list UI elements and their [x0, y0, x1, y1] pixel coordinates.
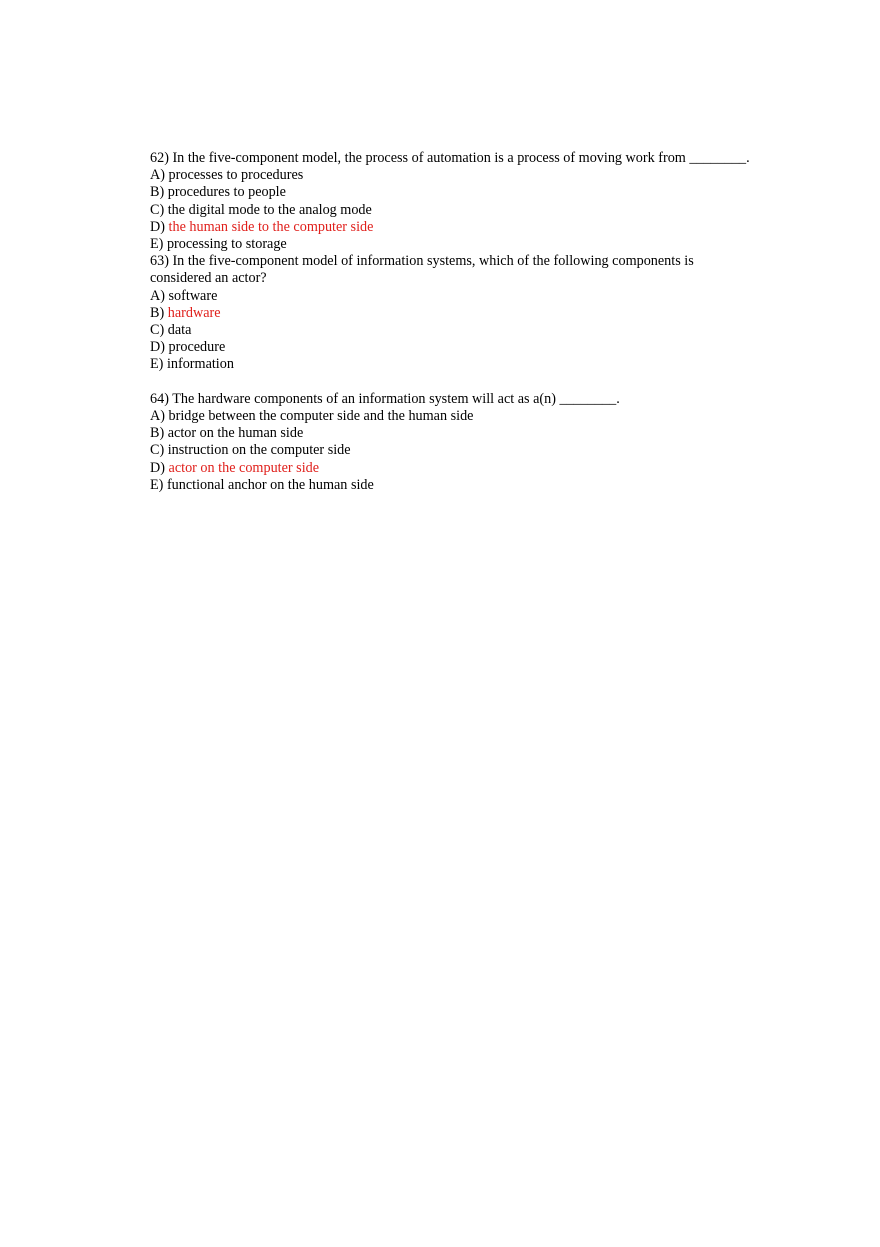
option-b [150, 305, 750, 322]
option-label: A) [150, 408, 169, 425]
option-text: the digital mode to the analog mode [167, 201, 372, 218]
option-b [150, 425, 750, 442]
option-text: procedure [168, 339, 226, 356]
option-e [150, 477, 750, 494]
option-label: D) [150, 218, 169, 235]
question-63 [150, 253, 750, 373]
correct-answer-text: actor on the computer side [168, 459, 320, 476]
option-label: E) [150, 476, 167, 493]
correct-answer-text: the human side to the computer side [168, 218, 374, 235]
option-d [150, 460, 750, 477]
option-label: E) [150, 236, 167, 253]
option-label: B) [150, 304, 168, 321]
option-label: E) [150, 356, 167, 373]
question-text: 63) In the five-component model of information systems, which of the following components is considered an actor? [150, 253, 694, 287]
option-c [150, 322, 750, 339]
option-label: C) [150, 442, 168, 459]
option-c [150, 442, 750, 459]
option-d [150, 339, 750, 356]
option-text: data [167, 322, 192, 339]
option-label: C) [150, 322, 168, 339]
option-text: software [168, 287, 218, 304]
paragraph-gap [150, 374, 750, 391]
question-text: 64) The hardware components of an information system will act as a(n) ________. [150, 390, 620, 407]
option-e [150, 236, 750, 253]
option-label: A) [150, 167, 169, 184]
option-text: instruction on the computer side [167, 442, 351, 459]
correct-answer-text: hardware [167, 304, 221, 321]
option-text: processing to storage [166, 236, 287, 253]
option-text: information [166, 356, 234, 373]
option-text: actor on the human side [167, 425, 304, 442]
option-a [150, 167, 750, 184]
question-text: 62) In the five-component model, the process of automation is a process of moving work from ________. [150, 150, 750, 166]
option-text: processes to procedures [168, 167, 304, 184]
option-text: procedures to people [167, 184, 286, 201]
option-b [150, 184, 750, 201]
question-62 [150, 150, 750, 253]
option-c [150, 202, 750, 219]
question-64 [150, 391, 750, 494]
option-label: C) [150, 201, 168, 218]
option-text: functional anchor on the human side [166, 476, 374, 493]
option-text: bridge between the computer side and the human side [168, 408, 474, 425]
option-d [150, 219, 750, 236]
option-label: D) [150, 339, 169, 356]
option-label: B) [150, 425, 168, 442]
option-label: A) [150, 287, 169, 304]
option-label: D) [150, 459, 169, 476]
question-list [150, 150, 750, 494]
option-label: B) [150, 184, 168, 201]
option-e [150, 356, 750, 373]
option-a [150, 288, 750, 305]
option-a [150, 408, 750, 425]
